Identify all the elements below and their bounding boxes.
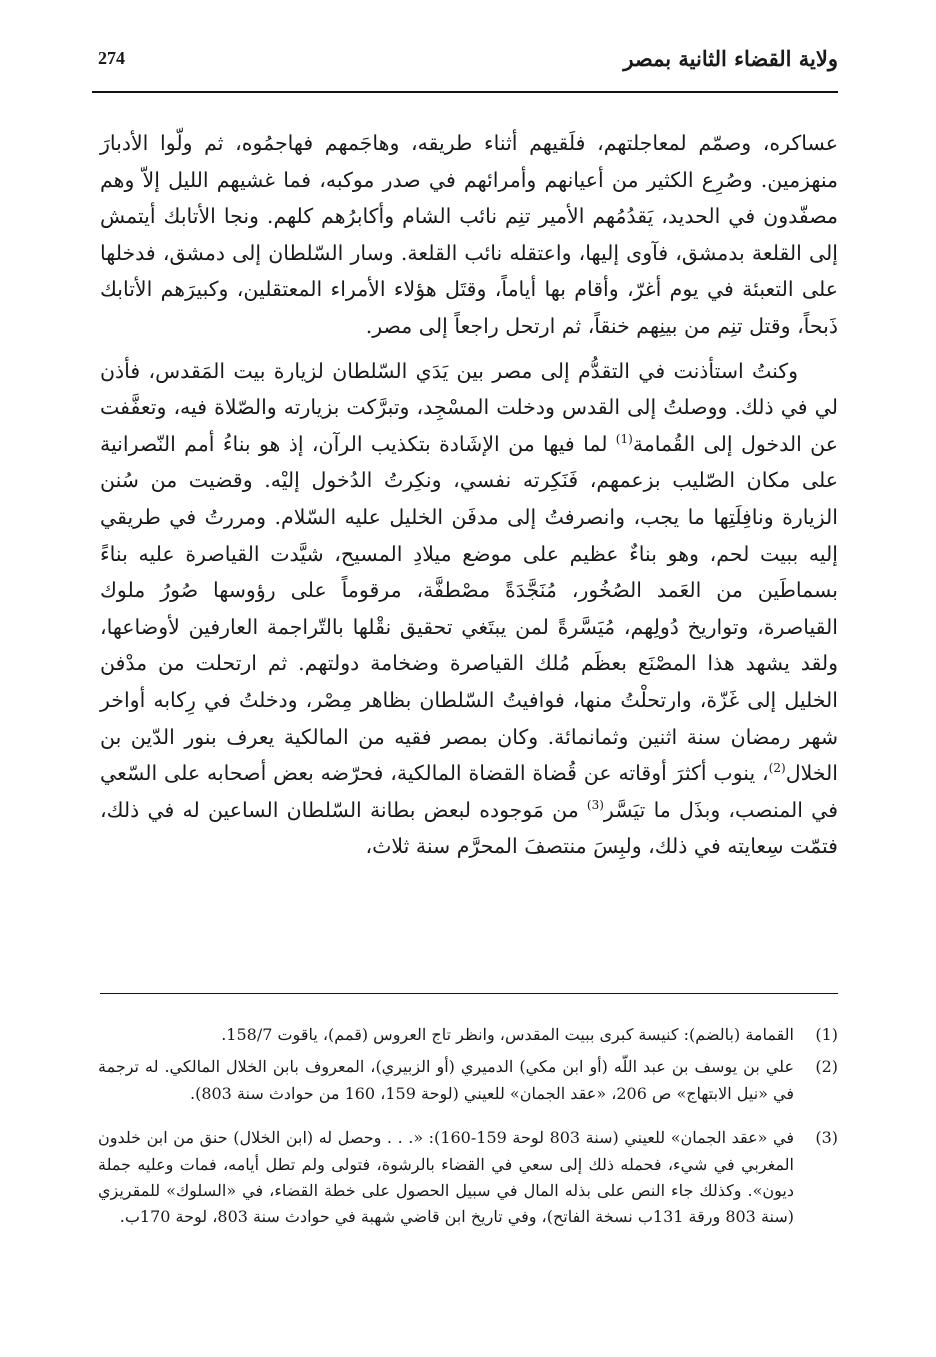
- paragraph-2-part-3: ، ينوب أكثرَ أوقاته عن قُضاة القضاة المالكية، فحرّضه بعض أصحابه على السّعي في المنصب، وبذَل ما تيَسَّر: [100, 761, 838, 822]
- header-rule: [92, 91, 838, 93]
- footnote-rule: [100, 993, 838, 994]
- page-number: 274: [98, 48, 125, 68]
- footnote-text: القمامة (بالضم): كنيسة كبرى ببيت المقدس، وانظر تاج العروس (قمم)، ياقوت 158/7.: [221, 1025, 794, 1044]
- paragraph-2-part-1: وكنتُ استأذنت في التقدُّم إلى مصر بين يَدَي السّلطان لزيارة بيت المَقدس، فأذن لي في ذلك. ووصلتُ إلى القدس ودخلت المسْجِد، وتبرَّكت بزيارته والصّلاة فيه، وتعفَّفت عن الدخول إلى القُمامة: [100, 358, 838, 456]
- main-text: [100, 125, 838, 865]
- paragraph-1: عساكره، وصمّم لمعاجلتهم، فلَقيهم أثناء طريقه، وهاجَمهم فهاجمُوه، ثم ولّوا الأدبارَ منهزمين. وصُرِع الكثير من أعيانهم وأمرائهم في صدر موكبه، فما غشيهم الليل إلاّ وهم مصفّدون في الحديد، يَقدُمُهم الأمير تنِم نائب الشام وأكابرُهم كلهم. ونجا الأتابك أيتمش إلى القلعة بدمشق، فآوى إليها، واعتقله نائب القلعة. وسار السّلطان إلى دمشق، فدخلها على التعبئة في يوم أغرّ، وأقام بها أياماً، وقتَل هؤلاء الأمراء المعتقلين، وكبيرَهم الأتابك ذَبحاً، وقتل تنِم من بينِهم خنقاً، ثم ارتحل راجعاً إلى مصر.: [100, 131, 838, 338]
- footnote-number: (3): [815, 1128, 838, 1148]
- paragraph-2-part-4: من مَوجوده لبعض بطانة السّلطان الساعين له في ذلك، فتمّت سِعايته في ذلك، ولبِسَ منتصفَ المحرَّم سنة ثلاث،: [100, 797, 838, 859]
- footnote-3: [98, 1125, 838, 1231]
- paragraph-2: [100, 353, 838, 865]
- footnote-2: [98, 1054, 838, 1107]
- footnote-text: علي بن يوسف بن عبد اللّه (أو ابن مكي) الدميري (أو الزبيري)، المعروف بابن الخلال المالكي. له ترجمة في «نيل الابتهاج» ص 206، «عقد الجمان» للعيني (لوحة 159، 160 من حوادث سنة 803).: [98, 1057, 794, 1103]
- footnote-number: (1): [815, 1025, 838, 1044]
- footnote-ref-3[interactable]: (3): [586, 797, 604, 812]
- footnote-ref-2[interactable]: (2): [768, 761, 786, 776]
- footnote-1: [98, 1022, 838, 1048]
- running-title: ولاية القضاء الثانية بمصر: [623, 46, 838, 71]
- paragraph-2-part-2: لما فيها من الإشَادة بتكذيب الرآن، إذ هو بناءُ أمم النّصرانية على مكان الصّليب بزعمهم، فَنَكِرته نفسي، ونكِرتُ الدُخول إليْه. وقضيت من سُنن الزيارة ونافِلَتِها ما يجب، وانصرفتُ إلى مدفَن الخليل عليه السّلام. ومررتُ في طريقي إليه ببيت لحم، وهو بناءٌ عظيم على موضع ميلادِ المسيح، شيَّدت القياصرة عليه بناءً بسماطَين من العَمد الصُخُور، مُنَجَّدَةً مصْطفَّة، مرقوماً على رؤوسها صُورُ ملوك القياصرة، وتواريخ دُولِهم، مُيَسَّرةً لمن يبتَغي تحقيق نقْلها بالتّراجمة العارفين لأوضاعها، ولقد يشهد هذا المصْنَع بعظَم مُلك القياصرة وضخامة دولتهم. ثم ارتحلت من مدْفن الخليل إلى غَزّة، وارتحلْتُ منها، فوافيتُ السّلطان بظاهر مِصْر، ودخلتُ في رِكابه أواخر شهر رمضان سنة اثنين وثمانمائة. وكان بمصر فقيه من المالكية يعرف بنور الدّين بن الخلال: [100, 431, 838, 786]
- footnote-number: (2): [815, 1057, 838, 1077]
- footnotes: [98, 1022, 838, 1237]
- footnote-ref-1[interactable]: (1): [615, 431, 633, 446]
- running-header: [92, 42, 838, 82]
- footnote-text: في «عقد الجمان» للعيني (سنة 803 لوحة 159-160): «. . . وحصل له (ابن الخلال) حنق من ابن خلدون المغربي في شيء، فحمله ذلك إلى سعي في القضاء بالرشوة، فتولى ولم تطل أيامه، فمات وعليه جملة ديون». وكذلك جاء النص على بذله المال في سبيل الحصول على خطة القضاء، في «السلوك» للمقريزي (سنة 803 ورقة 131ب نسخة الفاتح)، وفي تاريخ ابن قاضي شهبة في حوادث سنة 803، لوحة 170ب.: [98, 1128, 795, 1227]
